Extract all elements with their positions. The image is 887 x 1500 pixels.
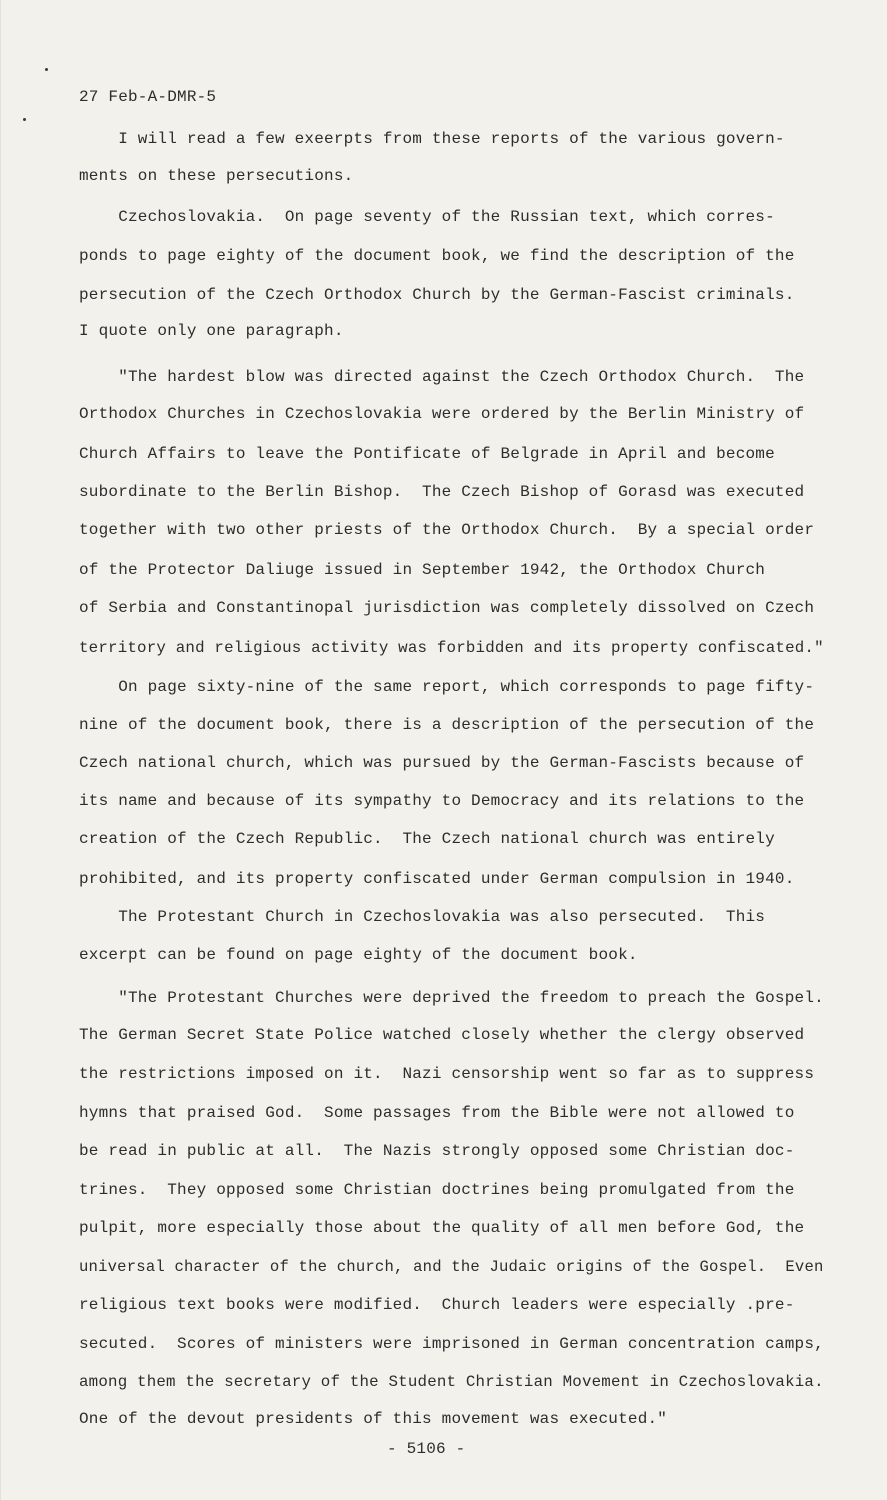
text-line: of Serbia and Constantinopal jurisdiction was completely dissolved on Czech: [79, 599, 815, 617]
text-line: The Protestant Church in Czechoslovakia was also persecuted. This: [79, 908, 766, 926]
text-line: nine of the document book, there is a description of the persecution of the: [79, 716, 815, 734]
stray-mark: [23, 118, 26, 121]
text-line: religious text books were modified. Church leaders were especially .pre-: [79, 1296, 795, 1314]
text-line: be read in public at all. The Nazis strongly opposed some Christian doc-: [79, 1142, 795, 1160]
text-line: secuted. Scores of ministers were imprisoned in German concentration camps,: [79, 1335, 824, 1353]
text-line: persecution of the Czech Orthodox Church by the German-Fascist criminals.: [79, 286, 795, 304]
text-line: hymns that praised God. Some passages from the Bible were not allowed to: [79, 1104, 795, 1122]
text-line: territory and religious activity was forbidden and its property confiscated.": [79, 639, 824, 657]
text-line: ponds to page eighty of the document book, we find the description of the: [79, 247, 795, 265]
text-line: of the Protector Daliuge issued in September 1942, the Orthodox Church: [79, 561, 766, 579]
text-line: trines. They opposed some Christian doctrines being promulgated from the: [79, 1181, 795, 1199]
text-line: I quote only one paragraph.: [79, 322, 344, 340]
text-line: creation of the Czech Republic. The Czech national church was entirely: [79, 830, 775, 848]
text-line: subordinate to the Berlin Bishop. The Czech Bishop of Gorasd was executed: [79, 483, 805, 501]
text-line: The German Secret State Police watched closely whether the clergy observed: [79, 1026, 805, 1044]
text-line: On page sixty-nine of the same report, which corresponds to page fifty-: [79, 678, 815, 696]
text-line: excerpt can be found on page eighty of the document book.: [79, 946, 638, 964]
text-line: "The hardest blow was directed against the Czech Orthodox Church. The: [79, 368, 805, 386]
page-number: - 5106 -: [387, 1440, 466, 1458]
text-line: the restrictions imposed on it. Nazi censorship went so far as to suppress: [79, 1065, 815, 1083]
text-line: together with two other priests of the Orthodox Church. By a special order: [79, 521, 815, 539]
stray-mark: [45, 68, 48, 71]
text-line: among them the secretary of the Student Christian Movement in Czechoslovakia.: [79, 1373, 824, 1391]
text-line: universal character of the church, and the Judaic origins of the Gospel. Even: [79, 1258, 824, 1276]
text-line: "The Protestant Churches were deprived the freedom to preach the Gospel.: [79, 989, 824, 1007]
text-line: I will read a few exeerpts from these reports of the various govern-: [79, 130, 785, 148]
text-line: One of the devout presidents of this movement was executed.": [79, 1410, 668, 1428]
text-line: Czechoslovakia. On page seventy of the Russian text, which corres-: [79, 208, 775, 226]
text-line: Czech national church, which was pursued by the German-Fascists because of: [79, 754, 805, 772]
document-code: 27 Feb-A-DMR-5: [79, 88, 217, 106]
text-line: Church Affairs to leave the Pontificate of Belgrade in April and become: [79, 445, 775, 463]
text-line: prohibited, and its property confiscated under German compulsion in 1940.: [79, 870, 795, 888]
text-line: ments on these persecutions.: [79, 167, 354, 185]
text-line: Orthodox Churches in Czechoslovakia were ordered by the Berlin Ministry of: [79, 405, 805, 423]
text-line: its name and because of its sympathy to Democracy and its relations to the: [79, 792, 805, 810]
text-line: pulpit, more especially those about the quality of all men before God, the: [79, 1219, 805, 1237]
